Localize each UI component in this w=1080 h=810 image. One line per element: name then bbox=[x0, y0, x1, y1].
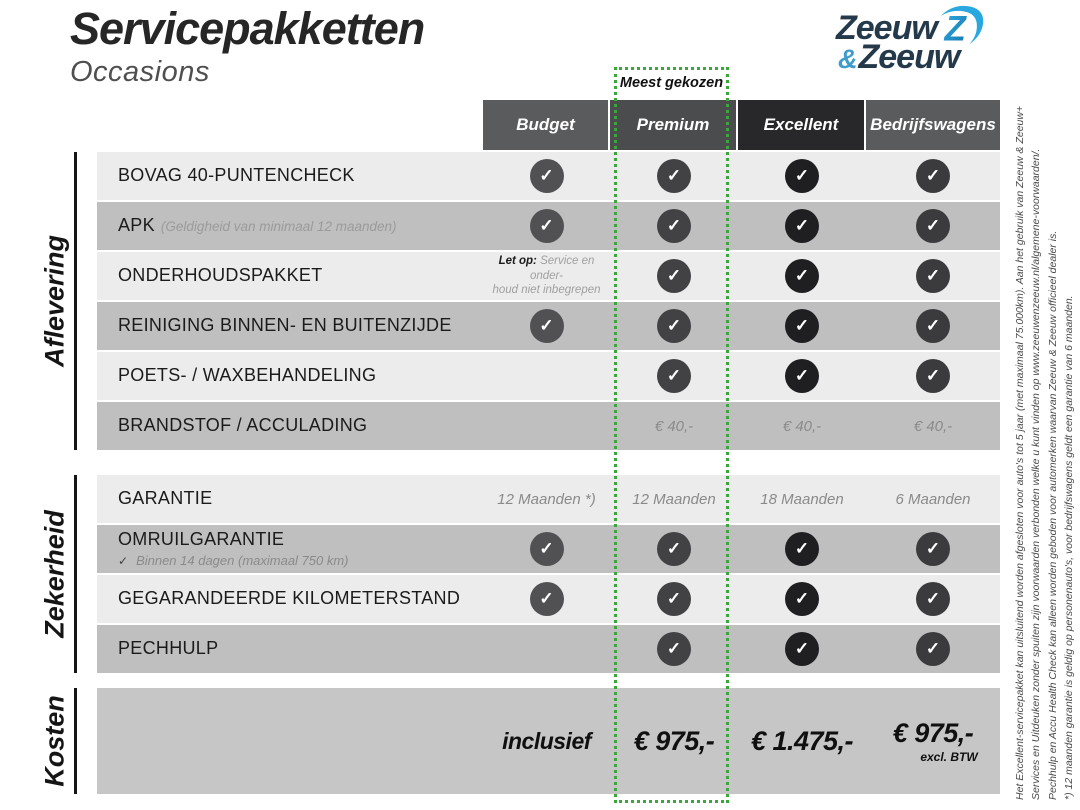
row-label bbox=[97, 215, 483, 236]
check-icon: ✓ bbox=[785, 209, 819, 243]
row-label bbox=[97, 415, 483, 436]
check-icon: ✓ bbox=[657, 632, 691, 666]
cell-excellent bbox=[738, 575, 866, 623]
table-row bbox=[97, 625, 1000, 673]
check-icon: ✓ bbox=[916, 632, 950, 666]
section-marker-line bbox=[40, 688, 77, 794]
cell-premium bbox=[610, 525, 738, 573]
cell-value: € 40,- bbox=[913, 417, 953, 435]
cell-excellent bbox=[738, 302, 866, 350]
cell-excellent bbox=[738, 525, 866, 573]
check-icon: ✓ bbox=[785, 309, 819, 343]
column-headers bbox=[483, 100, 1000, 150]
cell-excellent bbox=[738, 152, 866, 200]
cell-bedrijfswagens bbox=[866, 302, 1000, 350]
most-chosen-label: Meest gekozen bbox=[619, 75, 724, 91]
check-icon: ✓ bbox=[530, 309, 564, 343]
row-label-text: OMRUILGARANTIE bbox=[118, 529, 285, 550]
cell-excellent bbox=[738, 252, 866, 300]
row-label bbox=[97, 365, 483, 386]
cell-value: 12 Maanden bbox=[632, 490, 716, 508]
cell-premium bbox=[610, 475, 738, 523]
cell-value: 18 Maanden bbox=[760, 490, 844, 508]
check-icon: ✓ bbox=[657, 159, 691, 193]
price-value: € 975,- bbox=[633, 725, 715, 756]
cell-value: € 40,- bbox=[654, 417, 694, 435]
section-name-zekerheid: Zekerheid bbox=[39, 510, 70, 638]
section-rows bbox=[97, 475, 1000, 673]
cell-budget bbox=[483, 202, 610, 250]
row-label bbox=[97, 265, 483, 286]
cell-excellent bbox=[738, 352, 866, 400]
cell-premium bbox=[610, 575, 738, 623]
table-row bbox=[97, 688, 1000, 794]
check-icon: ✓ bbox=[785, 259, 819, 293]
table-row bbox=[97, 302, 1000, 350]
cell-budget bbox=[483, 152, 610, 200]
table-row bbox=[97, 252, 1000, 300]
cell-bedrijfswagens bbox=[866, 688, 1000, 794]
section-marker-line bbox=[40, 475, 77, 673]
check-icon: ✓ bbox=[785, 159, 819, 193]
section-marker-line bbox=[40, 152, 77, 450]
section-zekerheid bbox=[0, 475, 1080, 673]
cell-premium bbox=[610, 625, 738, 673]
check-icon: ✓ bbox=[530, 532, 564, 566]
logo-word-top: Zeeuw bbox=[836, 8, 937, 47]
cell-value: € 40,- bbox=[782, 417, 822, 435]
cell-bedrijfswagens bbox=[866, 525, 1000, 573]
table-row bbox=[97, 575, 1000, 623]
cell-budget bbox=[483, 302, 610, 350]
price-value: inclusief bbox=[502, 727, 591, 754]
row-label bbox=[97, 488, 483, 509]
section-name-kosten: Kosten bbox=[39, 695, 70, 787]
logo-word-bottom: Zeeuw bbox=[858, 38, 960, 76]
table-row bbox=[97, 352, 1000, 400]
cell-note-bold: Let op: bbox=[498, 255, 537, 268]
check-icon: ✓ bbox=[657, 309, 691, 343]
logo-ampersand: & bbox=[838, 44, 858, 74]
check-icon: ✓ bbox=[785, 582, 819, 616]
footnote-line-3: Pechhulp en Accu Health Check kan alleen worden geboden voor automerken waarvan Zeeuw & Zeeuw officieel dealer is. bbox=[1046, 230, 1059, 800]
title-block bbox=[70, 4, 424, 89]
section-aflevering bbox=[0, 152, 1080, 450]
cell-budget bbox=[483, 575, 610, 623]
check-icon: ✓ bbox=[657, 209, 691, 243]
row-sublabel-text: Binnen 14 dagen (maximaal 750 km) bbox=[136, 552, 349, 568]
section-kosten bbox=[0, 688, 1080, 794]
cell-budget bbox=[483, 688, 610, 794]
price-note: excl. BTW bbox=[920, 750, 978, 764]
check-icon: ✓ bbox=[916, 309, 950, 343]
row-sublabel bbox=[118, 554, 483, 569]
price-value: € 975,- bbox=[892, 718, 974, 748]
row-label-note: (Geldigheid van minimaal 12 maanden) bbox=[160, 219, 397, 235]
row-label bbox=[97, 315, 483, 336]
row-label-text: POETS- / WAXBEHANDELING bbox=[118, 365, 377, 386]
cell-premium bbox=[610, 688, 738, 794]
column-header-budget: Budget bbox=[483, 100, 608, 150]
section-name-aflevering: Aflevering bbox=[39, 234, 70, 368]
check-icon: ✓ bbox=[916, 209, 950, 243]
zeeuw-logo bbox=[836, 8, 1006, 77]
cell-budget bbox=[483, 525, 610, 573]
cell-value: 6 Maanden bbox=[895, 490, 971, 508]
cell-bedrijfswagens bbox=[866, 202, 1000, 250]
row-label bbox=[97, 529, 483, 568]
check-icon: ✓ bbox=[916, 532, 950, 566]
cell-note: Let op: Service en onder- houd niet inbegrepen bbox=[492, 255, 601, 297]
table-row bbox=[97, 152, 1000, 200]
row-label bbox=[97, 588, 483, 609]
cell-excellent bbox=[738, 475, 866, 523]
check-icon: ✓ bbox=[530, 159, 564, 193]
cell-premium bbox=[610, 252, 738, 300]
row-label-text: BRANDSTOF / ACCULADING bbox=[118, 415, 368, 436]
cell-premium bbox=[610, 152, 738, 200]
check-icon: ✓ bbox=[657, 259, 691, 293]
page-subtitle: Occasions bbox=[70, 55, 210, 88]
row-label-text: GARANTIE bbox=[118, 488, 213, 509]
row-label-text: ONDERHOUDSPAKKET bbox=[118, 265, 323, 286]
column-header-excellent: Excellent bbox=[738, 100, 864, 150]
cell-budget bbox=[483, 402, 610, 450]
cell-bedrijfswagens bbox=[866, 352, 1000, 400]
cell-value: 12 Maanden *) bbox=[497, 490, 596, 508]
column-header-premium: Premium bbox=[610, 100, 736, 150]
cell-budget bbox=[483, 252, 610, 300]
row-label-text: REINIGING BINNEN- EN BUITENZIJDE bbox=[118, 315, 452, 336]
section-rows bbox=[97, 688, 1000, 794]
page-title: Servicepakketten bbox=[70, 3, 425, 54]
check-icon: ✓ bbox=[916, 359, 950, 393]
check-icon: ✓ bbox=[916, 159, 950, 193]
table-row bbox=[97, 202, 1000, 250]
row-label-text: BOVAG 40-PUNTENCHECK bbox=[118, 165, 355, 186]
row-label bbox=[97, 165, 483, 186]
cell-premium bbox=[610, 402, 738, 450]
cell-bedrijfswagens bbox=[866, 625, 1000, 673]
small-check-icon: ✓ bbox=[118, 553, 129, 568]
table-row bbox=[97, 525, 1000, 573]
cell-budget bbox=[483, 475, 610, 523]
footnote-line-4: *) 12 maanden garantie is geldig op personenauto's, voor bedrijfswagens geldt een garantie van 6 maanden. bbox=[1062, 295, 1075, 800]
row-label-text: APK bbox=[118, 215, 155, 236]
check-icon: ✓ bbox=[785, 632, 819, 666]
cell-bedrijfswagens bbox=[866, 402, 1000, 450]
check-icon: ✓ bbox=[785, 532, 819, 566]
row-label bbox=[97, 638, 483, 659]
section-rows bbox=[97, 152, 1000, 450]
cell-budget bbox=[483, 625, 610, 673]
footnote-line-1: Het Excellent-servicepakket kan uitsluitend worden afgesloten voor auto's tot 5 jaar (met maximaal 75.000km). Aan het gebruik van Zeeuw & Zeeuw+ bbox=[1014, 105, 1026, 800]
check-icon: ✓ bbox=[530, 209, 564, 243]
check-icon: ✓ bbox=[916, 582, 950, 616]
check-icon: ✓ bbox=[657, 359, 691, 393]
check-icon: ✓ bbox=[916, 259, 950, 293]
cell-bedrijfswagens bbox=[866, 575, 1000, 623]
cell-premium bbox=[610, 202, 738, 250]
column-header-bedrijfswagens: Bedrijfswagens bbox=[866, 100, 1000, 150]
cell-bedrijfswagens bbox=[866, 475, 1000, 523]
table-row bbox=[97, 475, 1000, 523]
svg-text:Z: Z bbox=[944, 9, 966, 48]
cell-bedrijfswagens bbox=[866, 152, 1000, 200]
cell-bedrijfswagens bbox=[866, 252, 1000, 300]
cell-excellent bbox=[738, 402, 866, 450]
cell-excellent bbox=[738, 688, 866, 794]
cell-premium bbox=[610, 302, 738, 350]
table-row bbox=[97, 402, 1000, 450]
cell-premium bbox=[610, 352, 738, 400]
cell-excellent bbox=[738, 202, 866, 250]
price-value: € 1.475,- bbox=[750, 725, 854, 756]
check-icon: ✓ bbox=[657, 582, 691, 616]
cell-budget bbox=[483, 352, 610, 400]
check-icon: ✓ bbox=[785, 359, 819, 393]
footnotes-rotated-text bbox=[1012, 105, 1077, 800]
row-label-text: PECHHULP bbox=[118, 638, 219, 659]
check-icon: ✓ bbox=[657, 532, 691, 566]
cell-excellent bbox=[738, 625, 866, 673]
row-label-text: GEGARANDEERDE KILOMETERSTAND bbox=[118, 588, 461, 609]
check-icon: ✓ bbox=[530, 582, 564, 616]
footnote-line-2: Services en Uitdeuken zonder spuiten zijn voorwaarden verbonden welke u kunt vinden op www.zeeuwenzeeuw.nl/algemene-voorwaarden/. bbox=[1030, 148, 1043, 800]
